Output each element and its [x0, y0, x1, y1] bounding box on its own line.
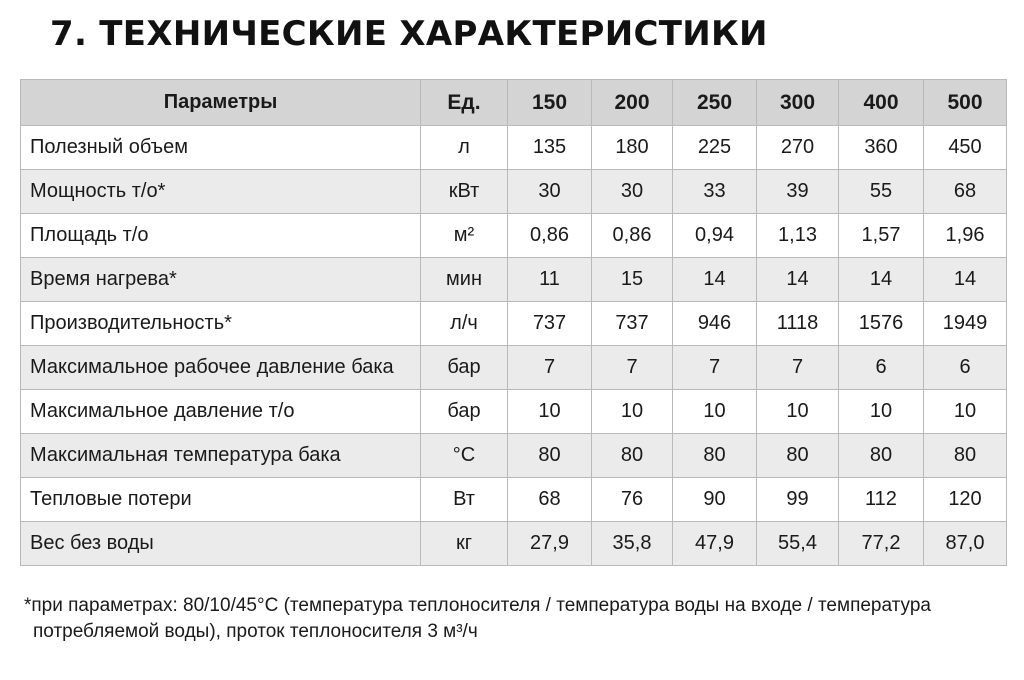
column-header-model-200: 200	[592, 80, 673, 126]
table-row	[21, 522, 1007, 566]
value-cell: 76	[592, 478, 673, 522]
value-cell: 1,57	[839, 214, 924, 258]
specifications-table	[20, 79, 1007, 566]
value-cell: 30	[508, 170, 592, 214]
value-cell: 80	[924, 434, 1007, 478]
value-cell: 180	[592, 126, 673, 170]
value-cell: 90	[673, 478, 757, 522]
parameter-name-cell: Мощность т/о*	[21, 170, 421, 214]
value-cell: 450	[924, 126, 1007, 170]
table-header-row	[21, 80, 1007, 126]
table-body	[21, 126, 1007, 566]
unit-cell: °C	[421, 434, 508, 478]
table-row	[21, 214, 1007, 258]
table-row	[21, 170, 1007, 214]
footnote-line-2: потребляемой воды), проток теплоносителя 3 м³/ч	[33, 621, 478, 642]
column-header-model-300: 300	[757, 80, 839, 126]
value-cell: 135	[508, 126, 592, 170]
value-cell: 27,9	[508, 522, 592, 566]
table-row	[21, 434, 1007, 478]
value-cell: 0,86	[508, 214, 592, 258]
parameter-name-cell: Максимальная температура бака	[21, 434, 421, 478]
value-cell: 35,8	[592, 522, 673, 566]
value-cell: 0,86	[592, 214, 673, 258]
unit-cell: кг	[421, 522, 508, 566]
value-cell: 33	[673, 170, 757, 214]
value-cell: 99	[757, 478, 839, 522]
value-cell: 6	[924, 346, 1007, 390]
footnote	[24, 593, 931, 645]
parameter-name-cell: Площадь т/о	[21, 214, 421, 258]
value-cell: 68	[924, 170, 1007, 214]
column-header-model-400: 400	[839, 80, 924, 126]
value-cell: 80	[757, 434, 839, 478]
value-cell: 1118	[757, 302, 839, 346]
value-cell: 7	[673, 346, 757, 390]
table-row	[21, 390, 1007, 434]
value-cell: 10	[924, 390, 1007, 434]
unit-cell: кВт	[421, 170, 508, 214]
value-cell: 30	[592, 170, 673, 214]
value-cell: 68	[508, 478, 592, 522]
parameter-name-cell: Время нагрева*	[21, 258, 421, 302]
value-cell: 1576	[839, 302, 924, 346]
value-cell: 7	[592, 346, 673, 390]
parameter-name-cell: Производительность*	[21, 302, 421, 346]
value-cell: 47,9	[673, 522, 757, 566]
value-cell: 6	[839, 346, 924, 390]
value-cell: 87,0	[924, 522, 1007, 566]
value-cell: 120	[924, 478, 1007, 522]
value-cell: 80	[508, 434, 592, 478]
value-cell: 10	[839, 390, 924, 434]
table-row	[21, 478, 1007, 522]
value-cell: 1949	[924, 302, 1007, 346]
value-cell: 39	[757, 170, 839, 214]
value-cell: 112	[839, 478, 924, 522]
value-cell: 15	[592, 258, 673, 302]
column-header-unit: Ед.	[421, 80, 508, 126]
value-cell: 225	[673, 126, 757, 170]
unit-cell: бар	[421, 390, 508, 434]
page-title: 7. ТЕХНИЧЕСКИЕ ХАРАКТЕРИСТИКИ	[50, 14, 768, 54]
unit-cell: Вт	[421, 478, 508, 522]
parameter-name-cell: Максимальное давление т/о	[21, 390, 421, 434]
value-cell: 946	[673, 302, 757, 346]
footnote-line-1: *при параметрах: 80/10/45°C (температура теплоносителя / температура воды на входе / температура	[24, 595, 931, 616]
value-cell: 737	[592, 302, 673, 346]
value-cell: 14	[673, 258, 757, 302]
parameter-name-cell: Полезный объем	[21, 126, 421, 170]
value-cell: 10	[673, 390, 757, 434]
value-cell: 10	[757, 390, 839, 434]
table-row	[21, 126, 1007, 170]
parameter-name-cell: Тепловые потери	[21, 478, 421, 522]
value-cell: 737	[508, 302, 592, 346]
value-cell: 80	[592, 434, 673, 478]
unit-cell: м²	[421, 214, 508, 258]
value-cell: 14	[839, 258, 924, 302]
value-cell: 80	[673, 434, 757, 478]
value-cell: 14	[757, 258, 839, 302]
value-cell: 360	[839, 126, 924, 170]
unit-cell: л/ч	[421, 302, 508, 346]
value-cell: 270	[757, 126, 839, 170]
value-cell: 7	[508, 346, 592, 390]
parameter-name-cell: Вес без воды	[21, 522, 421, 566]
column-header-model-250: 250	[673, 80, 757, 126]
unit-cell: л	[421, 126, 508, 170]
value-cell: 14	[924, 258, 1007, 302]
value-cell: 7	[757, 346, 839, 390]
column-header-params: Параметры	[21, 80, 421, 126]
value-cell: 55,4	[757, 522, 839, 566]
unit-cell: бар	[421, 346, 508, 390]
value-cell: 1,96	[924, 214, 1007, 258]
table-row	[21, 302, 1007, 346]
value-cell: 55	[839, 170, 924, 214]
column-header-model-500: 500	[924, 80, 1007, 126]
unit-cell: мин	[421, 258, 508, 302]
value-cell: 11	[508, 258, 592, 302]
table-row	[21, 258, 1007, 302]
value-cell: 10	[508, 390, 592, 434]
value-cell: 1,13	[757, 214, 839, 258]
table-row	[21, 346, 1007, 390]
parameter-name-cell: Максимальное рабочее давление бака	[21, 346, 421, 390]
value-cell: 77,2	[839, 522, 924, 566]
value-cell: 80	[839, 434, 924, 478]
column-header-model-150: 150	[508, 80, 592, 126]
value-cell: 0,94	[673, 214, 757, 258]
value-cell: 10	[592, 390, 673, 434]
